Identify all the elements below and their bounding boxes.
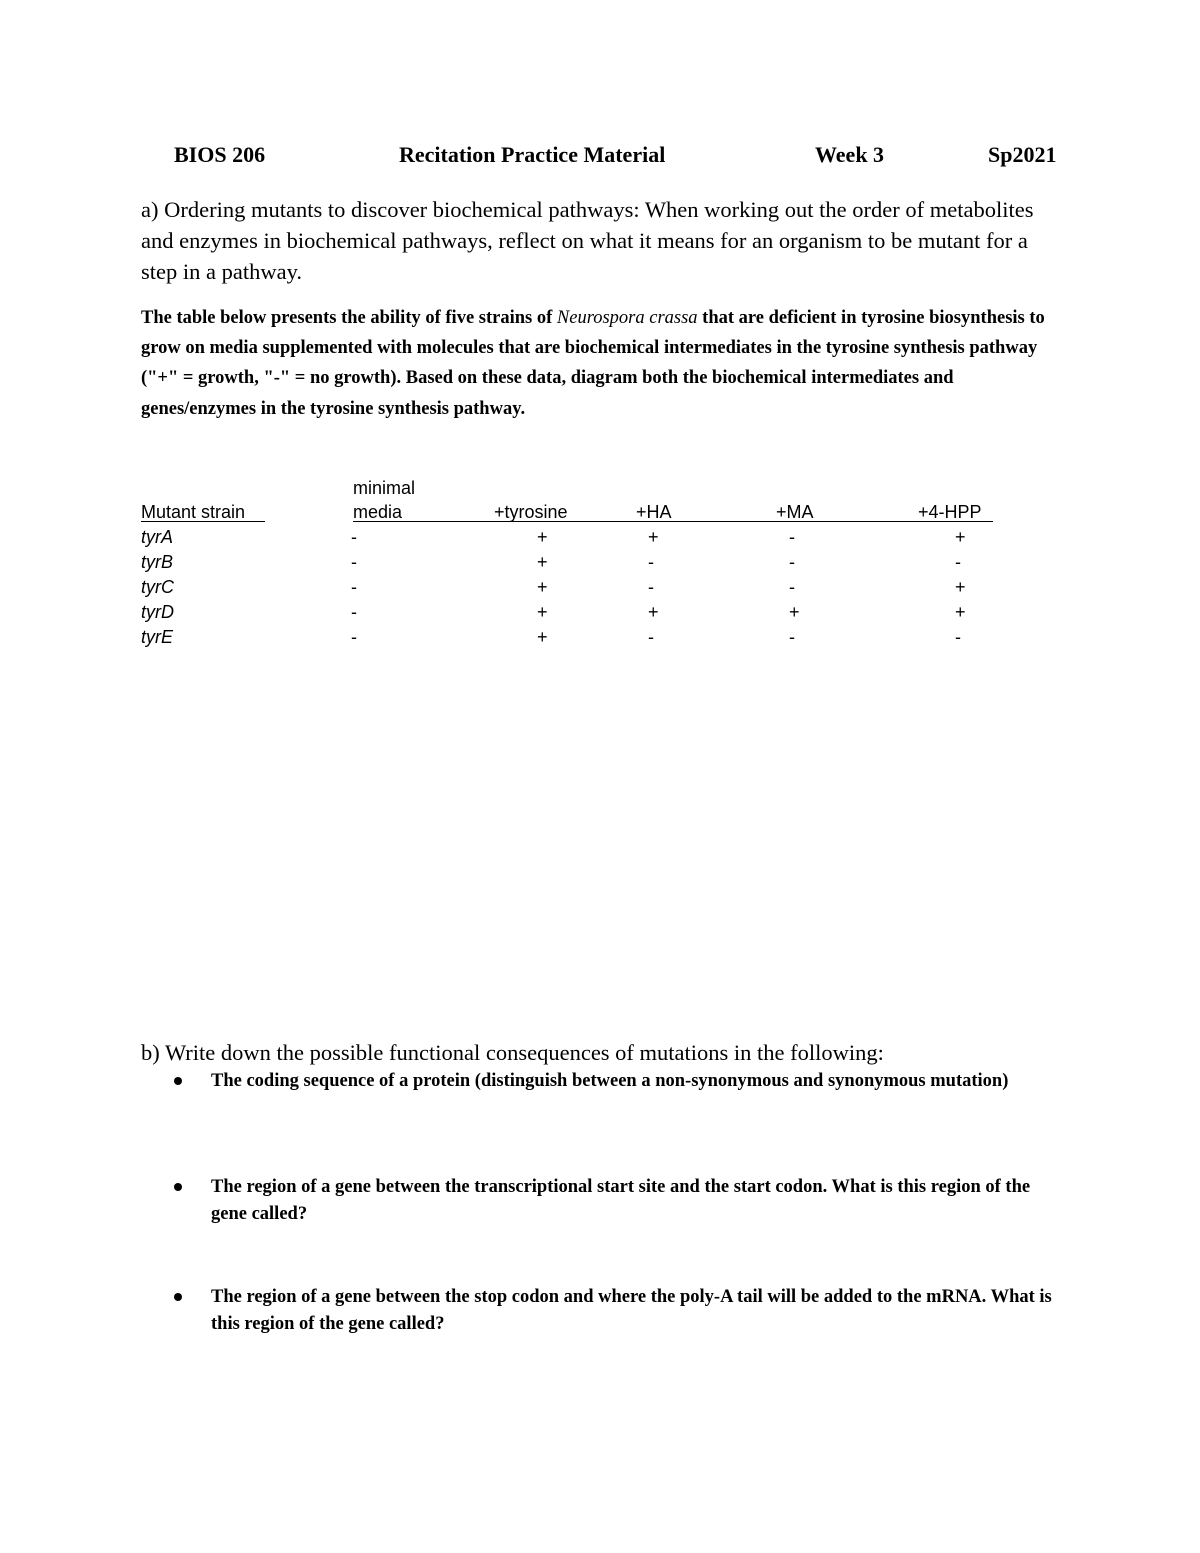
row-tyrB-tyrosine: + xyxy=(537,552,548,572)
row-tyrD-tyrosine: + xyxy=(537,602,548,622)
species-name: Neurospora crassa xyxy=(556,308,698,328)
row-tyrC-ma: - xyxy=(789,577,795,597)
term-label: Sp2021 xyxy=(988,142,1057,167)
header-mutant-strain: Mutant strain xyxy=(141,502,246,522)
bullet-text: The region of a gene between the stop codon and where the poly-A tail will be added to the mRNA. What is this region of the gene called? xyxy=(211,1287,1052,1334)
worksheet-title: Recitation Practice Material xyxy=(399,142,666,167)
row-tyrB-ma: - xyxy=(789,552,795,572)
header-ha: +HA xyxy=(636,502,672,522)
row-tyrA-ma: - xyxy=(789,527,795,547)
bullet-dot-icon xyxy=(174,1077,182,1085)
table-intro-paragraph xyxy=(141,303,1046,424)
week-label: Week 3 xyxy=(815,142,885,167)
row-tyrB-ha: - xyxy=(648,552,654,572)
row-tyrC-strain: tyrC xyxy=(141,577,174,597)
row-tyrE-ha: - xyxy=(648,627,654,647)
row-tyrA-minimal: - xyxy=(351,527,357,547)
intro-text-start: The table below presents the ability of five strains of xyxy=(141,308,557,328)
section-b-title: b) Write down the possible functional consequences of mutations in the following: xyxy=(141,1040,884,1065)
header-underline-strain xyxy=(141,521,265,522)
bullet-dot-icon xyxy=(174,1183,182,1191)
row-tyrB-hpp: - xyxy=(955,552,961,572)
bullet-dot-icon xyxy=(174,1293,182,1301)
course-code: BIOS 206 xyxy=(174,142,266,167)
row-tyrC-minimal: - xyxy=(351,577,357,597)
intro-text-end: that are deficient in tyrosine biosynthesis to grow on media supplemented with molecules that are biochemical intermediates in the tyrosine synthesis pathway ("+" = growth, "-" = no growth). Based on these data, diagram both the biochemical intermediates and genes/enzymes in the tyrosine synthesis pathway. xyxy=(141,308,1045,419)
header-tyrosine: +tyrosine xyxy=(494,502,568,522)
row-tyrD-ha: + xyxy=(648,602,659,622)
row-tyrA-ha: + xyxy=(648,527,659,547)
row-tyrA-hpp: + xyxy=(955,527,966,547)
row-tyrE-minimal: - xyxy=(351,627,357,647)
row-tyrD-hpp: + xyxy=(955,602,966,622)
header-minimal-top: minimal xyxy=(353,478,416,498)
row-tyrD-minimal: - xyxy=(351,602,357,622)
bullet-coding-sequence xyxy=(174,1068,1054,1095)
row-tyrC-tyrosine: + xyxy=(537,577,548,597)
row-tyrC-hpp: + xyxy=(955,577,966,597)
row-tyrA-tyrosine: + xyxy=(537,527,548,547)
bullet-5-prime-region xyxy=(174,1174,1054,1228)
row-tyrB-minimal: - xyxy=(351,552,357,572)
bullet-3-prime-region xyxy=(174,1284,1054,1338)
row-tyrE-hpp: - xyxy=(955,627,961,647)
header-ma: +MA xyxy=(776,502,814,522)
row-tyrE-strain: tyrE xyxy=(141,627,174,647)
row-tyrD-ma: + xyxy=(789,602,800,622)
row-tyrB-strain: tyrB xyxy=(141,552,174,572)
section-a-prompt: a) Ordering mutants to discover biochemical pathways: When working out the order of metabolites and enzymes in biochemical pathways, reflect on what it means for an organism to be mutant for a step in a pathway. xyxy=(141,197,1034,284)
row-tyrE-ma: - xyxy=(789,627,795,647)
row-tyrC-ha: - xyxy=(648,577,654,597)
bullet-text: The region of a gene between the transcriptional start site and the start codon. What is this region of the gene called? xyxy=(211,1177,1031,1224)
header-underline-media xyxy=(353,521,993,522)
row-tyrD-strain: tyrD xyxy=(141,602,174,622)
header-4-hpp: +4-HPP xyxy=(918,502,982,522)
row-tyrE-tyrosine: + xyxy=(537,627,548,647)
bullet-text: The coding sequence of a protein (distinguish between a non-synonymous and synonymous mutation) xyxy=(211,1071,1009,1091)
header-minimal-bottom: media xyxy=(353,502,403,522)
row-tyrA-strain: tyrA xyxy=(141,527,174,547)
